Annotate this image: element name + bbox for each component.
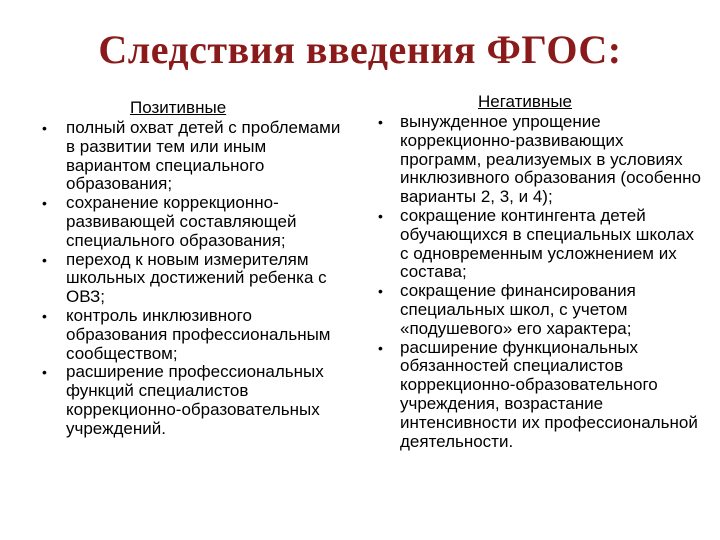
list-item [36,251,352,307]
bullet-icon: • [42,251,47,268]
slide-title: Следствия введения ФГОС: [98,27,622,72]
list-item [36,194,352,250]
positive-list [36,119,352,439]
positive-item-text: расширение профессиональных функций специалистов коррекционно-образовательных учреждений. [66,362,324,438]
bullet-icon: • [42,120,47,136]
bullet-icon: • [42,364,47,381]
positive-heading: Позитивные [130,98,227,117]
negative-item-text: вынужденное упрощение коррекционно-развивающих программ, реализуемых в условиях инклюзивного образования (особенно варианты 2, 3, и 4); [400,112,701,207]
positive-item-text: контроль инклюзивного образования профессиональным сообществом; [66,305,331,363]
negative-item-text: сокращение контингента детей обучающихся в специальных школах с одновременным усложнением их состава; [400,205,695,282]
positive-item-text: сохранение коррекционно-развивающей составляющей специального образования; [66,193,297,250]
bullet-icon: • [42,195,47,212]
negative-item-text: сокращение финансирования специальных школ, с учетом «подушевого» его характера; [400,281,636,338]
list-item [374,282,704,338]
negative-column [374,92,704,451]
list-item [36,119,352,194]
positive-item-text: переход к новым измерителям школьных достижений ребенка с ОВЗ; [66,249,327,307]
negative-item-text: расширение функциональных обязанностей специалистов коррекционно-образовательного учреждения, возрастание интенсивности их профессиональной деятельности. [400,337,698,451]
list-item [374,339,704,452]
bullet-icon: • [378,339,383,356]
list-item [36,363,352,438]
list-item [36,307,352,363]
bullet-icon: • [378,207,383,224]
negative-list [374,113,704,451]
bullet-icon: • [378,283,383,300]
bullet-icon: • [42,307,47,324]
list-item [374,207,704,282]
bullet-icon: • [378,114,383,130]
positive-column [36,92,352,439]
negative-heading: Негативные [478,92,573,111]
positive-item-text: полный охват детей с проблемами в развитии тем или иным вариантом специального образования; [66,118,341,194]
list-item [374,113,704,207]
